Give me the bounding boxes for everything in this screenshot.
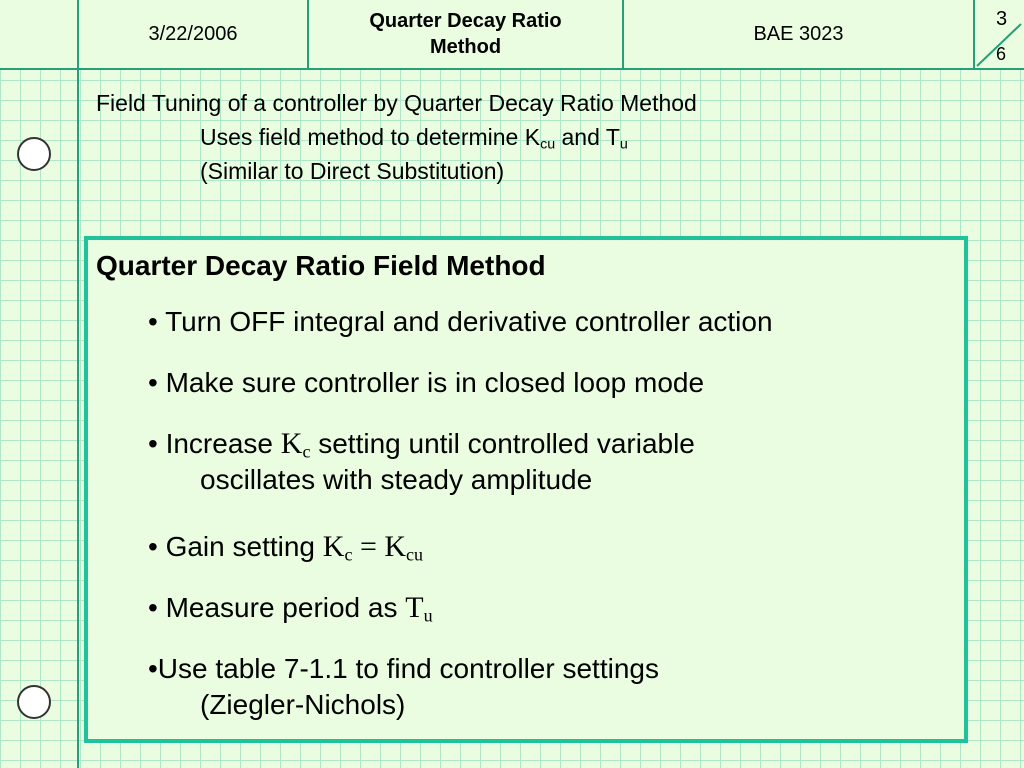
bullet-gain-setting: • Gain setting $K_c = K_{cu}$: [148, 530, 424, 565]
page-total: 6: [996, 44, 1007, 64]
intro-line1: Field Tuning of a controller by Quarter Decay Ratio Method: [96, 90, 697, 116]
page-number: 3: [996, 8, 1008, 30]
header-title-line1: Quarter Decay Ratio: [369, 10, 562, 32]
binder-hole-bottom: [17, 685, 51, 719]
box-title: Quarter Decay Ratio Field Method: [96, 250, 546, 281]
binder-hole-top: [17, 137, 51, 171]
header-bar: [0, 0, 1024, 70]
bullet-measure-period: • Measure period as $T_u$: [148, 591, 433, 626]
header-title-line2: Method: [429, 36, 502, 58]
method-box: [84, 236, 968, 743]
bullet-increase-kc-cont: oscillates with steady amplitude: [200, 464, 593, 495]
bullet-use-table-cont: (Ziegler-Nichols): [200, 689, 406, 720]
bullet-turn-off: • Turn OFF integral and derivative controller action: [148, 306, 773, 337]
intro-line3: (Similar to Direct Substitution): [200, 158, 505, 184]
intro-text: [96, 86, 697, 188]
header-title: [309, 0, 622, 68]
header-course: BAE 3023: [753, 22, 844, 45]
bullet-increase-kc: • Increase $K_c$ setting until controlled variable oscillates with steady amplitude: [148, 426, 695, 498]
margin-line: [77, 68, 79, 768]
bullet-closed-loop: • Make sure controller is in closed loop mode: [148, 367, 705, 398]
intro-line2: Uses field method to determine $K_{cu}$ and $T_u$: [200, 124, 628, 153]
header-date: 3/22/2006: [148, 22, 238, 45]
bullet-use-table: •Use table 7-1.1 to find controller settings (Ziegler-Nichols): [148, 651, 659, 723]
